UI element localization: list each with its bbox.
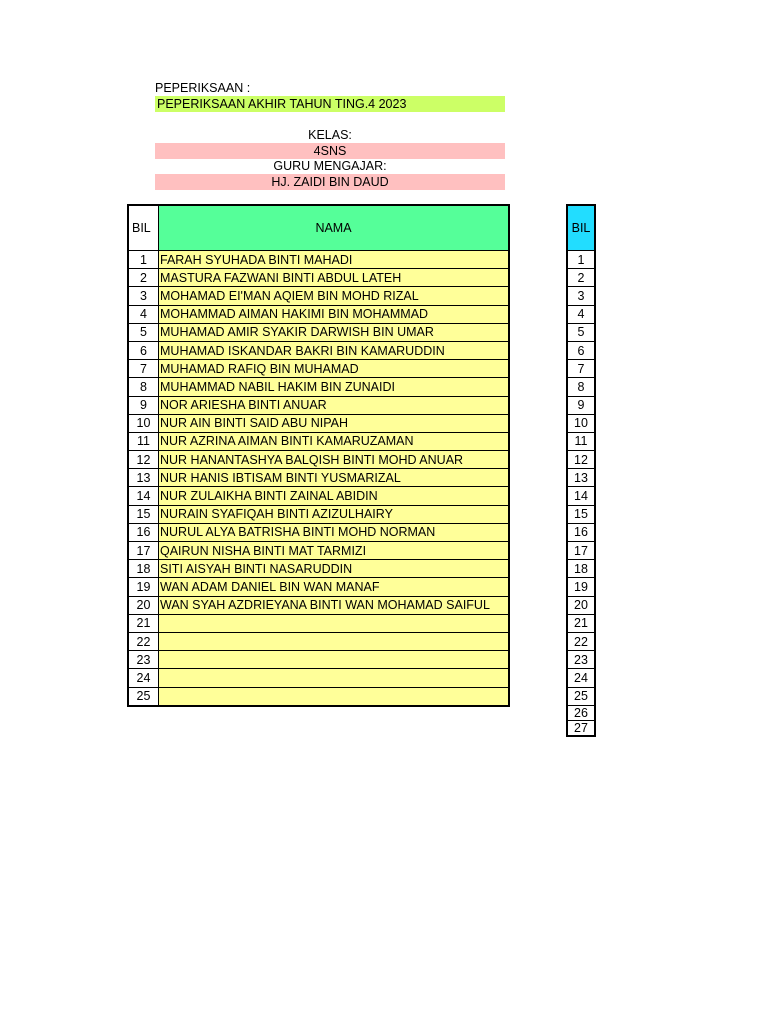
row-nama[interactable] — [159, 632, 510, 650]
side-row — [567, 487, 595, 505]
row-bil: 2 — [128, 269, 159, 287]
row-nama[interactable]: NUR HANIS IBTISAM BINTI YUSMARIZAL — [159, 469, 510, 487]
side-row — [567, 505, 595, 523]
bil-header: BIL — [128, 205, 159, 251]
row-bil: 21 — [128, 614, 159, 632]
row-bil: 4 — [128, 305, 159, 323]
side-number: 19 — [567, 578, 595, 596]
row-bil: 7 — [128, 360, 159, 378]
side-number: 22 — [567, 632, 595, 650]
row-nama[interactable]: WAN SYAH AZDRIEYANA BINTI WAN MOHAMAD SAIFUL — [159, 596, 510, 614]
side-row — [567, 378, 595, 396]
side-row — [567, 469, 595, 487]
table-row — [128, 578, 509, 596]
table-row — [128, 469, 509, 487]
table-row — [128, 287, 509, 305]
table-row — [128, 396, 509, 414]
side-header-row — [567, 205, 595, 251]
side-row — [567, 414, 595, 432]
side-number: 4 — [567, 305, 595, 323]
table-row — [128, 378, 509, 396]
row-bil: 13 — [128, 469, 159, 487]
table-row — [128, 505, 509, 523]
student-table — [127, 204, 510, 707]
side-number: 5 — [567, 323, 595, 341]
side-row — [567, 305, 595, 323]
side-number-table — [566, 204, 596, 737]
exam-label: PEPERIKSAAN : — [155, 81, 251, 95]
table-row — [128, 632, 509, 650]
table-row — [128, 560, 509, 578]
row-nama[interactable] — [159, 687, 510, 706]
row-nama[interactable]: MUHAMMAD NABIL HAKIM BIN ZUNAIDI — [159, 378, 510, 396]
side-row — [567, 596, 595, 614]
row-bil: 1 — [128, 251, 159, 269]
side-number: 16 — [567, 523, 595, 541]
side-number: 12 — [567, 451, 595, 469]
side-number: 8 — [567, 378, 595, 396]
row-bil: 19 — [128, 578, 159, 596]
side-bil-header: BIL — [567, 205, 595, 251]
row-nama[interactable]: NURUL ALYA BATRISHA BINTI MOHD NORMAN — [159, 523, 510, 541]
row-bil: 20 — [128, 596, 159, 614]
row-nama[interactable]: NUR ZULAIKHA BINTI ZAINAL ABIDIN — [159, 487, 510, 505]
side-row — [567, 632, 595, 650]
side-row — [567, 432, 595, 450]
row-nama[interactable]: MUHAMAD ISKANDAR BAKRI BIN KAMARUDDIN — [159, 341, 510, 359]
side-number: 25 — [567, 687, 595, 705]
table-row — [128, 414, 509, 432]
row-nama[interactable]: FARAH SYUHADA BINTI MAHADI — [159, 251, 510, 269]
table-row — [128, 451, 509, 469]
table-row — [128, 360, 509, 378]
row-bil: 24 — [128, 669, 159, 687]
side-number: 23 — [567, 651, 595, 669]
side-number: 18 — [567, 560, 595, 578]
side-number: 6 — [567, 341, 595, 359]
side-row — [567, 542, 595, 560]
side-number: 9 — [567, 396, 595, 414]
side-number: 20 — [567, 596, 595, 614]
row-nama[interactable] — [159, 669, 510, 687]
side-number: 13 — [567, 469, 595, 487]
side-row — [567, 341, 595, 359]
side-row — [567, 251, 595, 269]
row-bil: 14 — [128, 487, 159, 505]
class-value: 4SNS — [155, 143, 505, 159]
side-number: 14 — [567, 487, 595, 505]
row-nama[interactable]: QAIRUN NISHA BINTI MAT TARMIZI — [159, 542, 510, 560]
side-row — [567, 396, 595, 414]
table-row — [128, 596, 509, 614]
row-nama[interactable]: MUHAMAD AMIR SYAKIR DARWISH BIN UMAR — [159, 323, 510, 341]
side-row — [567, 269, 595, 287]
row-bil: 3 — [128, 287, 159, 305]
side-number: 2 — [567, 269, 595, 287]
teacher-label: GURU MENGAJAR: — [273, 159, 387, 173]
side-row — [567, 323, 595, 341]
side-row — [567, 578, 595, 596]
side-number: 17 — [567, 542, 595, 560]
row-bil: 5 — [128, 323, 159, 341]
row-nama[interactable] — [159, 651, 510, 669]
row-nama[interactable]: MOHAMMAD AIMAN HAKIMI BIN MOHAMMAD — [159, 305, 510, 323]
side-number: 7 — [567, 360, 595, 378]
side-number: 26 — [567, 705, 595, 720]
table-row — [128, 542, 509, 560]
side-row — [567, 720, 595, 736]
side-number: 11 — [567, 432, 595, 450]
row-nama[interactable]: NUR AIN BINTI SAID ABU NIPAH — [159, 414, 510, 432]
side-row — [567, 669, 595, 687]
side-number: 21 — [567, 614, 595, 632]
row-bil: 6 — [128, 341, 159, 359]
teacher-value: HJ. ZAIDI BIN DAUD — [155, 174, 505, 190]
row-bil: 22 — [128, 632, 159, 650]
side-number: 24 — [567, 669, 595, 687]
side-number: 1 — [567, 251, 595, 269]
side-row — [567, 651, 595, 669]
row-nama[interactable]: NURAIN SYAFIQAH BINTI AZIZULHAIRY — [159, 505, 510, 523]
row-bil: 12 — [128, 451, 159, 469]
side-number: 3 — [567, 287, 595, 305]
row-bil: 8 — [128, 378, 159, 396]
nama-header: NAMA — [159, 205, 510, 251]
table-row — [128, 651, 509, 669]
row-nama[interactable]: SITI AISYAH BINTI NASARUDDIN — [159, 560, 510, 578]
row-bil: 9 — [128, 396, 159, 414]
row-nama[interactable]: WAN ADAM DANIEL BIN WAN MANAF — [159, 578, 510, 596]
table-header-row — [128, 205, 509, 251]
table-row — [128, 323, 509, 341]
side-row — [567, 451, 595, 469]
row-bil: 17 — [128, 542, 159, 560]
table-row — [128, 305, 509, 323]
table-row — [128, 341, 509, 359]
side-number: 10 — [567, 414, 595, 432]
table-row — [128, 269, 509, 287]
exam-value: PEPERIKSAAN AKHIR TAHUN TING.4 2023 — [155, 96, 505, 112]
side-number: 27 — [567, 720, 595, 736]
table-row — [128, 487, 509, 505]
row-bil: 11 — [128, 432, 159, 450]
row-nama[interactable]: NUR AZRINA AIMAN BINTI KAMARUZAMAN — [159, 432, 510, 450]
row-bil: 15 — [128, 505, 159, 523]
table-row — [128, 614, 509, 632]
row-bil: 18 — [128, 560, 159, 578]
row-bil: 16 — [128, 523, 159, 541]
row-nama[interactable]: NOR ARIESHA BINTI ANUAR — [159, 396, 510, 414]
table-row — [128, 523, 509, 541]
table-row — [128, 669, 509, 687]
side-row — [567, 705, 595, 720]
class-label: KELAS: — [308, 128, 352, 142]
row-nama[interactable] — [159, 614, 510, 632]
row-bil: 10 — [128, 414, 159, 432]
side-row — [567, 523, 595, 541]
table-row — [128, 251, 509, 269]
side-row — [567, 360, 595, 378]
row-nama[interactable]: MOHAMAD EI'MAN AQIEM BIN MOHD RIZAL — [159, 287, 510, 305]
side-row — [567, 687, 595, 705]
row-nama[interactable]: MUHAMAD RAFIQ BIN MUHAMAD — [159, 360, 510, 378]
row-nama[interactable]: NUR HANANTASHYA BALQISH BINTI MOHD ANUAR — [159, 451, 510, 469]
side-row — [567, 287, 595, 305]
table-row — [128, 432, 509, 450]
side-number: 15 — [567, 505, 595, 523]
row-nama[interactable]: MASTURA FAZWANI BINTI ABDUL LATEH — [159, 269, 510, 287]
side-row — [567, 560, 595, 578]
row-bil: 23 — [128, 651, 159, 669]
table-row — [128, 687, 509, 706]
row-bil: 25 — [128, 687, 159, 706]
side-row — [567, 614, 595, 632]
